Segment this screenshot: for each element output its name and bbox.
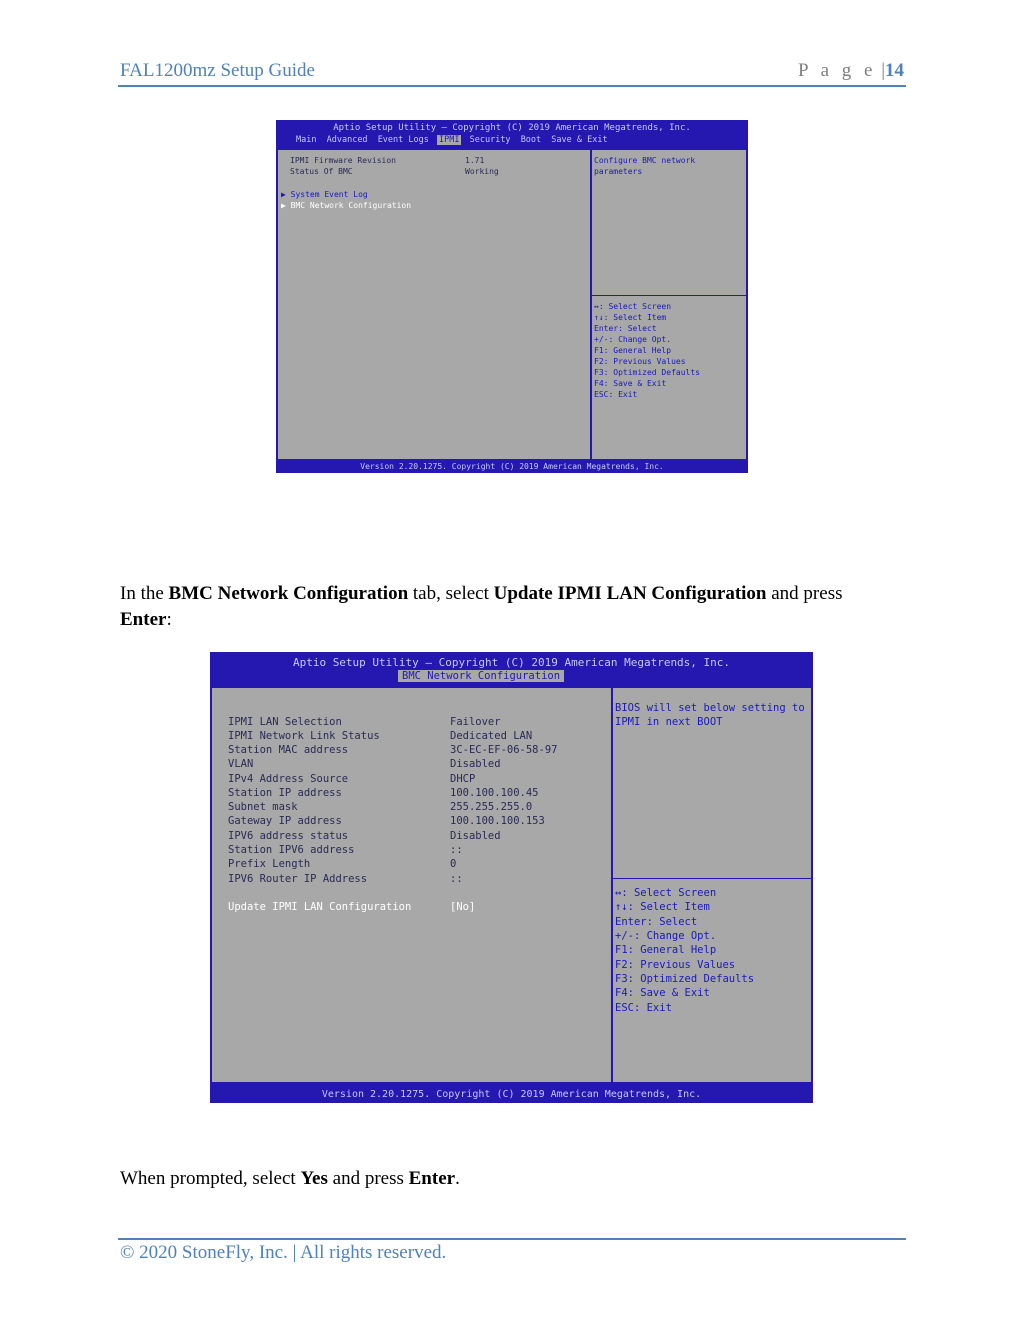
key-hint: F4: Save & Exit bbox=[615, 987, 710, 999]
text-run: and press bbox=[327, 1168, 409, 1189]
setting-row bbox=[228, 758, 501, 770]
help-separator bbox=[613, 878, 811, 879]
bios-screenshot-bmc-network bbox=[210, 652, 813, 1103]
bold-term: Update IPMI LAN Configuration bbox=[493, 583, 767, 604]
bios-title: Aptio Setup Utility – Copyright (C) 2019 American Megatrends, Inc. bbox=[292, 656, 731, 669]
submenu-bmc-network-configuration[interactable]: ▶ BMC Network Configuration bbox=[281, 201, 412, 210]
key-hint: F3: Optimized Defaults bbox=[615, 973, 755, 985]
bios-version-footer: Version 2.20.1275. Copyright (C) 2019 American Megatrends, Inc. bbox=[360, 462, 664, 471]
help-text-line: IPMI in next BOOT bbox=[615, 716, 723, 728]
key-hint: ↑↓: Select Item bbox=[594, 313, 667, 322]
header-rule bbox=[118, 85, 906, 87]
setting-row bbox=[290, 156, 485, 165]
setting-label: IPMI Firmware Revision bbox=[290, 156, 396, 165]
page-separator: | bbox=[881, 60, 885, 81]
key-hint: Enter: Select bbox=[594, 324, 657, 333]
key-hint: F4: Save & Exit bbox=[594, 379, 667, 388]
setting-value: :: bbox=[450, 844, 463, 856]
update-ipmi-lan-label: Update IPMI LAN Configuration bbox=[228, 901, 412, 913]
setting-label: Station MAC address bbox=[228, 744, 349, 756]
setting-value: Disabled bbox=[450, 758, 501, 770]
setting-value: :: bbox=[450, 873, 463, 885]
setting-value: 1.71 bbox=[465, 156, 485, 165]
setting-row bbox=[228, 716, 501, 728]
setting-value: 100.100.100.45 bbox=[450, 787, 539, 799]
bios-menu-bar bbox=[294, 135, 611, 145]
footer-rule bbox=[118, 1238, 906, 1240]
setting-label: Prefix Length bbox=[228, 858, 311, 870]
page-word: P a g e bbox=[797, 60, 877, 81]
text-run: When prompted, select bbox=[120, 1168, 301, 1189]
instruction-paragraph bbox=[120, 581, 910, 633]
key-hint: F2: Previous Values bbox=[594, 357, 686, 366]
setting-row bbox=[228, 744, 558, 756]
setting-row bbox=[228, 730, 533, 742]
help-text-line: BIOS will set below setting to bbox=[615, 702, 805, 714]
submenu-system-event-log[interactable]: ▶ System Event Log bbox=[281, 190, 368, 199]
setting-row bbox=[228, 815, 545, 827]
text-run: and press bbox=[766, 583, 843, 604]
setting-value: 100.100.100.153 bbox=[450, 815, 545, 827]
setting-value: 0 bbox=[450, 858, 457, 870]
document-title: FAL1200mz Setup Guide bbox=[120, 60, 315, 81]
setting-row bbox=[228, 873, 463, 885]
text-run: . bbox=[455, 1168, 460, 1189]
setting-row bbox=[228, 844, 463, 856]
key-hint: Enter: Select bbox=[615, 916, 698, 928]
page-indicator bbox=[798, 60, 904, 82]
setting-row bbox=[228, 830, 501, 842]
tab-boot[interactable]: Boot bbox=[520, 135, 542, 145]
bios-settings-pane bbox=[278, 150, 590, 459]
tab-save-exit[interactable]: Save & Exit bbox=[551, 135, 608, 145]
setting-value: Failover bbox=[450, 716, 501, 728]
help-text-line: Configure BMC network bbox=[594, 156, 696, 165]
help-separator bbox=[592, 295, 746, 296]
tab-ipmi[interactable]: IPMI bbox=[439, 135, 460, 145]
bios-version-footer: Version 2.20.1275. Copyright (C) 2019 American Megatrends, Inc. bbox=[321, 1089, 702, 1100]
tab-bmc-network-configuration[interactable]: BMC Network Configuration bbox=[398, 670, 564, 682]
bios-title: Aptio Setup Utility – Copyright (C) 2019 American Megatrends, Inc. bbox=[333, 123, 691, 133]
key-hint: ↔: Select Screen bbox=[594, 302, 672, 311]
setting-row bbox=[228, 801, 533, 813]
bios-help-pane bbox=[590, 150, 746, 459]
key-hint: F1: General Help bbox=[615, 944, 717, 956]
key-hint: F1: General Help bbox=[594, 346, 672, 355]
key-hint: F2: Previous Values bbox=[615, 959, 736, 971]
instruction-paragraph bbox=[120, 1166, 460, 1192]
update-ipmi-lan-configuration-option[interactable] bbox=[228, 901, 476, 913]
tab-event-logs[interactable]: Event Logs bbox=[377, 135, 429, 145]
update-ipmi-lan-value[interactable]: [No] bbox=[450, 901, 476, 913]
bold-term: Enter bbox=[408, 1168, 456, 1189]
bios-body bbox=[210, 686, 813, 1084]
footer-copyright: © 2020 StoneFly, Inc. | All rights reserved. bbox=[120, 1242, 447, 1263]
bios-help-pane bbox=[611, 688, 811, 1082]
text-run: In the bbox=[120, 583, 169, 604]
setting-value: 3C-EC-EF-06-58-97 bbox=[450, 744, 558, 756]
setting-value: 255.255.255.0 bbox=[450, 801, 533, 813]
setting-label: Status Of BMC bbox=[290, 167, 353, 176]
setting-value: DHCP bbox=[450, 773, 476, 785]
setting-label: IPV6 address status bbox=[228, 830, 349, 842]
setting-row bbox=[228, 858, 457, 870]
setting-value: Working bbox=[465, 167, 499, 176]
bold-term: Yes bbox=[300, 1168, 328, 1189]
setting-value: Disabled bbox=[450, 830, 501, 842]
bios-body bbox=[276, 148, 748, 461]
key-hint: ↔: Select Screen bbox=[615, 887, 717, 899]
setting-label: IPMI Network Link Status bbox=[228, 730, 380, 742]
setting-row bbox=[290, 167, 499, 176]
setting-label: Subnet mask bbox=[228, 801, 298, 813]
setting-label: Station IPV6 address bbox=[228, 844, 355, 856]
key-hint: +/-: Change Opt. bbox=[594, 335, 672, 344]
page-number: 14 bbox=[885, 60, 904, 81]
bios-settings-pane bbox=[212, 688, 611, 1082]
setting-value: Dedicated LAN bbox=[450, 730, 533, 742]
key-hint: F3: Optimized Defaults bbox=[594, 368, 700, 377]
bios-menu-bar bbox=[398, 670, 564, 682]
setting-label: IPMI LAN Selection bbox=[228, 716, 342, 728]
tab-security[interactable]: Security bbox=[469, 135, 511, 145]
key-hint: ESC: Exit bbox=[594, 390, 638, 399]
setting-label: IPV6 Router IP Address bbox=[228, 873, 368, 885]
text-run: : bbox=[166, 609, 172, 630]
setting-label: Gateway IP address bbox=[228, 815, 342, 827]
setting-label: IPv4 Address Source bbox=[228, 773, 349, 785]
bold-term: BMC Network Configuration bbox=[168, 583, 409, 604]
bold-term: Enter bbox=[120, 609, 167, 630]
tab-main[interactable]: Main bbox=[296, 135, 317, 145]
setting-row bbox=[228, 773, 476, 785]
bios-screenshot-ipmi bbox=[276, 120, 748, 473]
key-hint: ↑↓: Select Item bbox=[615, 901, 710, 913]
setting-row bbox=[228, 787, 539, 799]
setting-label: Station IP address bbox=[228, 787, 342, 799]
key-hint: ESC: Exit bbox=[615, 1002, 672, 1014]
tab-advanced[interactable]: Advanced bbox=[326, 135, 368, 145]
help-text-line: parameters bbox=[594, 167, 643, 176]
key-hint: +/-: Change Opt. bbox=[615, 930, 717, 942]
text-run: tab, select bbox=[408, 583, 494, 604]
setting-label: VLAN bbox=[228, 758, 254, 770]
